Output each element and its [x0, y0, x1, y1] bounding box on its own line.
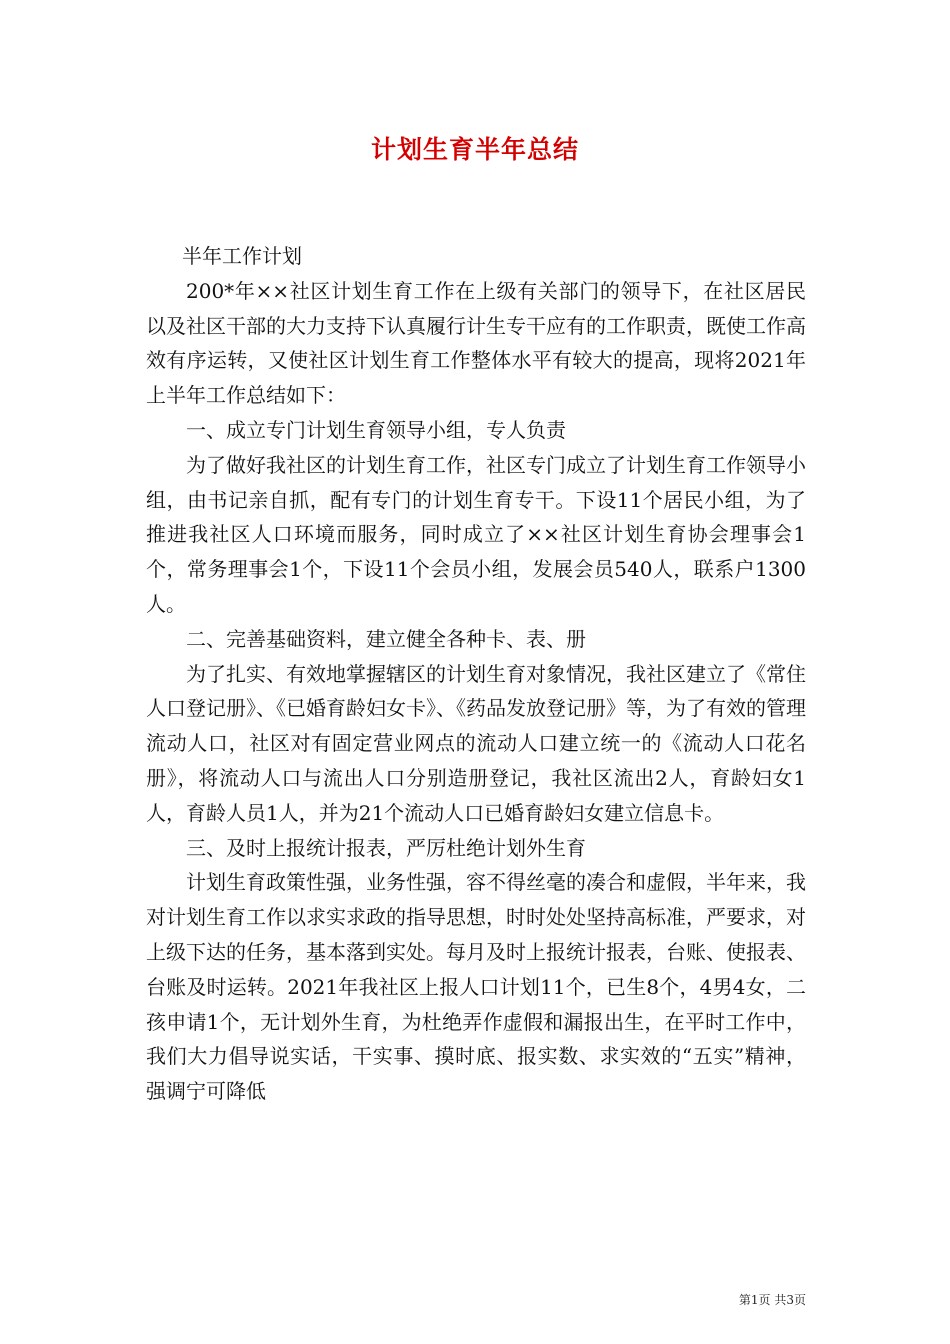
- document-title: 计划生育半年总结: [370, 135, 579, 164]
- section-heading-2: 二、完善基础资料，建立健全各种卡、表、册: [186, 626, 586, 651]
- page-number-footer: 第1页 共3页: [738, 1293, 806, 1307]
- paragraph-heading-plan: 半年工作计划: [182, 244, 302, 268]
- paragraph-section-2: 为了扎实、有效地掌握辖区的计划生育对象情况，我社区建立了《常住人口登记册》、《已婚育龄妇女卡》、《药品发放登记册》等，为了有效的管理流动人口，社区对有固定营业网点的流动人口建立统一的《流动人口花名册》，将流动人口与流出人口分别造册登记，我社区流出2人，育龄妇女1人，育龄人员1人，并为21个流动人口已婚育龄妇女建立信息卡。: [146, 661, 806, 825]
- paragraph-section-3: 计划生育政策性强，业务性强，容不得丝毫的凑合和虚假，半年来，我对计划生育工作以求实求政的指导思想，时时处处坚持高标准，严要求，对上级下达的任务，基本落到实处。每月及时上报统计报表，台账、使报表、台账及时运转。2021年我社区上报人口计划11个，已生8个，4男4女，二孩申请1个，无计划外生育，为杜绝弄作虚假和漏报出生，在平时工作中，我们大力倡导说实话，干实事、摸时底、报实数、求实效的“五实”精神，强调宁可降低: [146, 870, 806, 1104]
- paragraph-intro: 200*年××社区计划生育工作在上级有关部门的领导下，在社区居民以及社区干部的大力支持下认真履行计生专干应有的工作职责，既使工作高效有序运转，又使社区计划生育工作整体水平有较大的提高，现将2021年上半年工作总结如下：: [146, 278, 806, 408]
- section-heading-3: 三、及时上报统计报表，严厉杜绝计划外生育: [186, 835, 586, 860]
- document-body: [146, 239, 806, 1109]
- section-heading-1: 一、成立专门计划生育领导小组，专人负责: [186, 417, 566, 442]
- paragraph-section-1: 为了做好我社区的计划生育工作，社区专门成立了计划生育工作领导小组，由书记亲自抓，配有专门的计划生育专干。下设11个居民小组，为了推进我社区人口环境而服务，同时成立了××社区计划生育协会理事会1个，常务理事会1个，下设11个会员小组，发展会员540人，联系户1300人。: [146, 452, 806, 616]
